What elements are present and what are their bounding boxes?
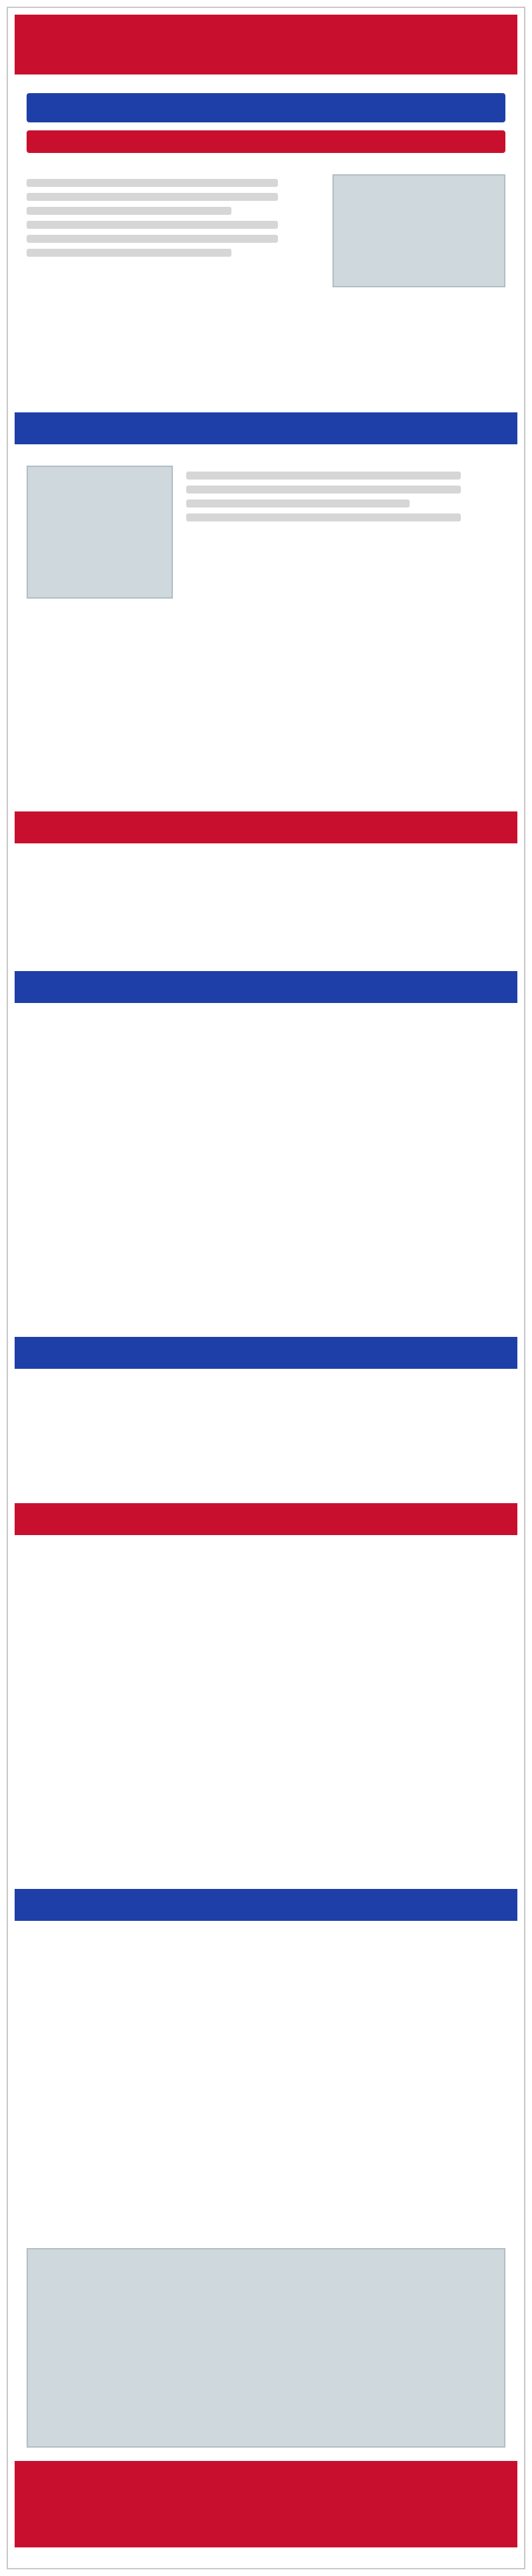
section-banner — [15, 412, 517, 444]
section-banner-3 — [15, 971, 517, 1003]
footer — [15, 2461, 517, 2547]
section-banner-2 — [15, 811, 517, 843]
section-banner-6 — [15, 1889, 517, 1921]
masthead — [15, 15, 517, 74]
illustration — [27, 466, 173, 599]
section-banner-5 — [15, 1503, 517, 1535]
section-banner-4 — [15, 1337, 517, 1369]
page-frame — [7, 7, 525, 2569]
article-text — [27, 173, 319, 263]
headline — [27, 93, 505, 122]
photo-grid — [27, 2248, 505, 2448]
subheadline — [27, 130, 505, 153]
section-text — [186, 466, 505, 527]
article-photo — [332, 174, 505, 287]
